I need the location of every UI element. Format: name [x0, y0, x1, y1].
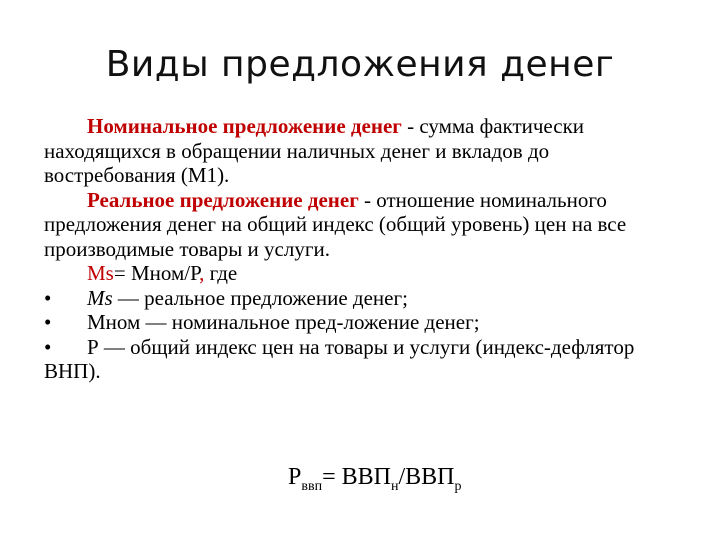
bullet-item — [44, 286, 684, 311]
formula-r-subscript: р — [454, 479, 462, 494]
formula-gdp-nominal: = ВВП — [322, 464, 391, 490]
bullet-text — [87, 310, 684, 335]
bullet-body: Мном — номинальное пред-ложение денег; — [87, 310, 480, 334]
paragraph-real — [44, 188, 684, 262]
term-nominal: Номинальное предложение денег — [87, 114, 402, 138]
paragraph-nominal — [44, 114, 684, 188]
formula-p-subscript: ввп — [301, 479, 323, 494]
formula-eq: = Мном/Р — [113, 261, 200, 285]
definition-nominal: - сумма фактически находящихся в обращении наличных денег и вкладов до востребования (М1). — [44, 114, 585, 187]
bullet-body: Р — общий индекс цен на товары и услуги (индекс-дефлятор ВНП). — [44, 334, 635, 383]
gdp-deflator-formula — [288, 464, 461, 495]
formula-line — [44, 261, 684, 286]
formula-comma: , — [199, 261, 205, 285]
bullet-lead: Ms — [87, 285, 113, 310]
bullet-item — [44, 310, 684, 335]
slide-title: Виды предложения денег — [105, 44, 615, 85]
formula-n-subscript: н — [390, 479, 399, 494]
definition-real: - отношение номинального предложения денег на общий индекс (общий уровень) цен на все производимые товары и услуги. — [44, 187, 627, 261]
slide-body — [44, 114, 684, 384]
bullet-marker: • — [44, 310, 52, 334]
bullet-text — [87, 286, 684, 311]
formula-gdp-real: /ВВП — [398, 464, 455, 490]
bullet-item — [44, 335, 684, 384]
bullet-body: — реальное предложение денег; — [112, 285, 408, 310]
bullet-marker: • — [44, 285, 52, 310]
term-real: Реальное предложение денег — [87, 187, 359, 212]
formula-p: Р — [288, 464, 302, 490]
formula-where: где — [204, 261, 238, 285]
formula-ms: Ms — [87, 261, 114, 285]
bullet-marker: • — [44, 334, 52, 359]
